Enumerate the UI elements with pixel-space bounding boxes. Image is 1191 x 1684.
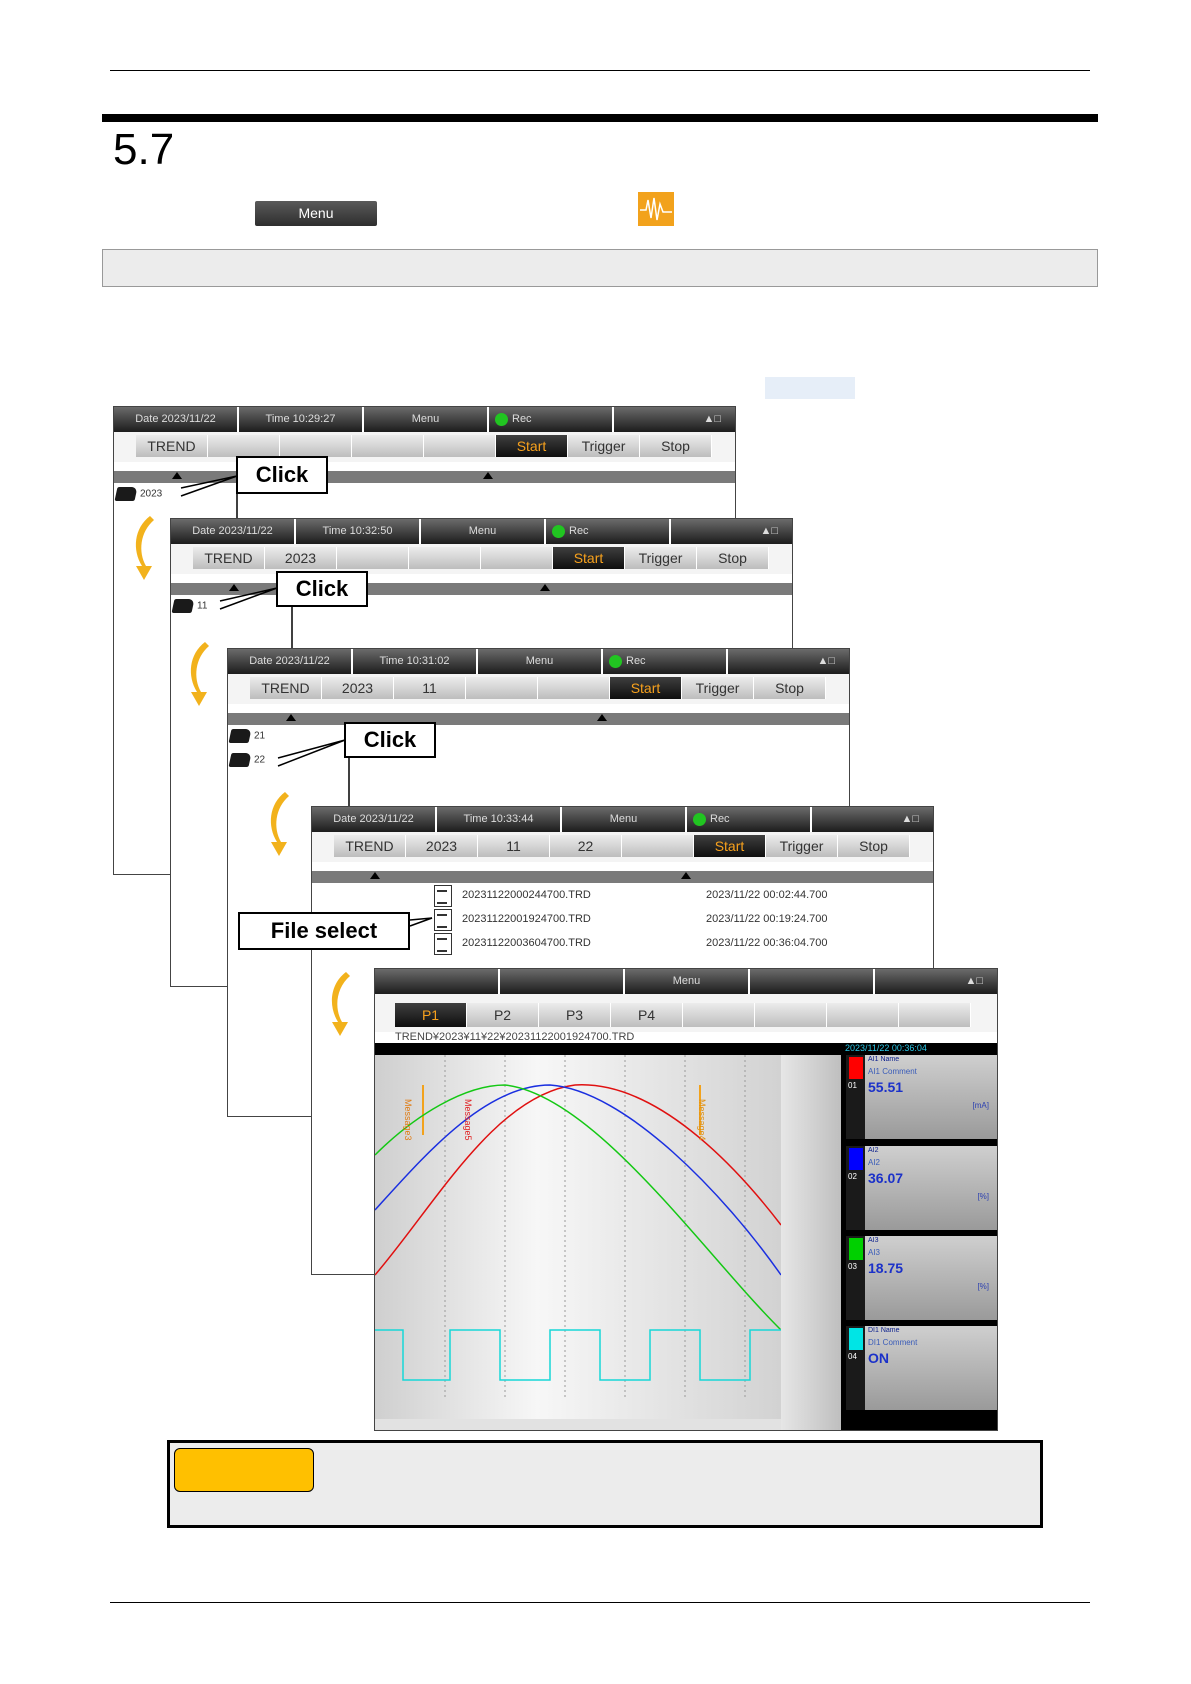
stop-button[interactable]: Stop <box>697 547 769 569</box>
click-callout: Click <box>344 722 436 758</box>
trend-screen <box>374 968 998 1431</box>
tab-1[interactable]: TREND <box>193 547 265 569</box>
start-button[interactable]: Start <box>553 547 625 569</box>
channel-color-swatch <box>849 1328 863 1350</box>
channel-value: ON <box>868 1350 889 1366</box>
tab-p1[interactable]: P1 <box>395 1003 467 1027</box>
channel-color-swatch <box>849 1238 863 1260</box>
time-label: Time 10:31:02 <box>353 649 478 674</box>
lock-icon[interactable]: ▲□ <box>965 975 983 987</box>
message-label: Message4 <box>697 1099 707 1141</box>
folder-item[interactable]: 21 <box>230 729 265 743</box>
tab-3[interactable]: 11 <box>394 677 466 699</box>
lock-icon[interactable]: ▲□ <box>901 813 919 825</box>
file-row[interactable]: 20231122000244700.TRD 2023/11/22 00:02:44.700 <box>462 889 828 901</box>
time-label: Time 10:29:27 <box>239 407 364 432</box>
click-callout: Click <box>276 571 368 607</box>
trigger-button[interactable]: Trigger <box>625 547 697 569</box>
message-label: Message3 <box>403 1099 413 1141</box>
channel-color-swatch <box>849 1148 863 1170</box>
file-select-callout: File select <box>238 912 410 950</box>
tab-1[interactable]: TREND <box>250 677 322 699</box>
stop-button[interactable]: Stop <box>838 835 910 857</box>
menu-button-illustration: Menu <box>255 201 377 226</box>
channel-value: 18.75 <box>868 1260 904 1276</box>
stop-button[interactable]: Stop <box>754 677 826 699</box>
date-label: Date 2023/11/22 <box>228 649 353 674</box>
channel-panel[interactable]: 04 DI1 Name DI1 Comment ON <box>846 1326 997 1410</box>
start-button[interactable]: Start <box>694 835 766 857</box>
tab-2[interactable]: 2023 <box>406 835 478 857</box>
message-label: Message5 <box>463 1099 473 1141</box>
menu-label[interactable]: Menu <box>625 969 750 994</box>
folder-item[interactable]: 22 <box>230 753 265 767</box>
section-number: 5.7 <box>113 125 175 174</box>
chart-timestamp: 2023/11/22 00:36:04 <box>845 1043 927 1053</box>
trigger-button[interactable]: Trigger <box>682 677 754 699</box>
rec-label: Rec <box>569 525 589 537</box>
footer-rule <box>110 1602 1090 1603</box>
start-button[interactable]: Start <box>610 677 682 699</box>
trend-plot-area <box>375 1055 781 1431</box>
trigger-button[interactable]: Trigger <box>766 835 838 857</box>
file-row[interactable]: 20231122001924700.TRD 2023/11/22 00:19:24.700 <box>462 913 828 925</box>
start-button[interactable]: Start <box>496 435 568 457</box>
channel-panel[interactable]: 02 AI2 AI2 36.07 [%] <box>846 1146 997 1230</box>
note-tag <box>174 1448 314 1492</box>
tab-4[interactable]: 22 <box>550 835 622 857</box>
time-label: Time 10:32:50 <box>296 519 421 544</box>
tab-p2[interactable]: P2 <box>467 1003 539 1027</box>
value-scale <box>781 1055 841 1431</box>
rec-label: Rec <box>710 813 730 825</box>
tab-1[interactable]: TREND <box>334 835 406 857</box>
file-path: TREND¥2023¥11¥22¥20231122001924700.TRD <box>395 1031 635 1043</box>
menu-label[interactable]: Menu <box>562 807 687 832</box>
channel-color-swatch <box>849 1057 863 1079</box>
trend-chart <box>375 1043 998 1431</box>
folder-item[interactable]: 11 <box>173 599 207 613</box>
time-label: Time 10:33:44 <box>437 807 562 832</box>
tab-1[interactable]: TREND <box>136 435 208 457</box>
date-label: Date 2023/11/22 <box>171 519 296 544</box>
lock-icon[interactable]: ▲□ <box>760 525 778 537</box>
stop-button[interactable]: Stop <box>640 435 712 457</box>
menu-label[interactable]: Menu <box>421 519 546 544</box>
channel-value: 36.07 <box>868 1170 904 1186</box>
lock-icon[interactable]: ▲□ <box>817 655 835 667</box>
tab-2[interactable]: 2023 <box>265 547 337 569</box>
menu-label[interactable]: Menu <box>478 649 603 674</box>
rec-label: Rec <box>626 655 646 667</box>
menu-label[interactable]: Menu <box>364 407 489 432</box>
folder-item[interactable]: 2023 <box>116 487 162 501</box>
tab-2[interactable]: 2023 <box>322 677 394 699</box>
title-bar <box>375 969 997 994</box>
trigger-button[interactable]: Trigger <box>568 435 640 457</box>
date-label: Date 2023/11/22 <box>114 407 239 432</box>
channel-panel[interactable]: 01 AI1 Name AI1 Comment 55.51 [mA] <box>846 1055 997 1139</box>
tab-p3[interactable]: P3 <box>539 1003 611 1027</box>
channel-panel[interactable]: 03 AI3 AI3 18.75 [%] <box>846 1236 997 1320</box>
date-label: Date 2023/11/22 <box>312 807 437 832</box>
rec-label: Rec <box>512 413 532 425</box>
file-row[interactable]: 20231122003604700.TRD 2023/11/22 00:36:04.700 <box>462 937 828 949</box>
channel-value: 55.51 <box>868 1079 904 1095</box>
tab-p4[interactable]: P4 <box>611 1003 683 1027</box>
click-callout: Click <box>236 456 328 494</box>
tab-3[interactable]: 11 <box>478 835 550 857</box>
lock-icon[interactable]: ▲□ <box>703 413 721 425</box>
